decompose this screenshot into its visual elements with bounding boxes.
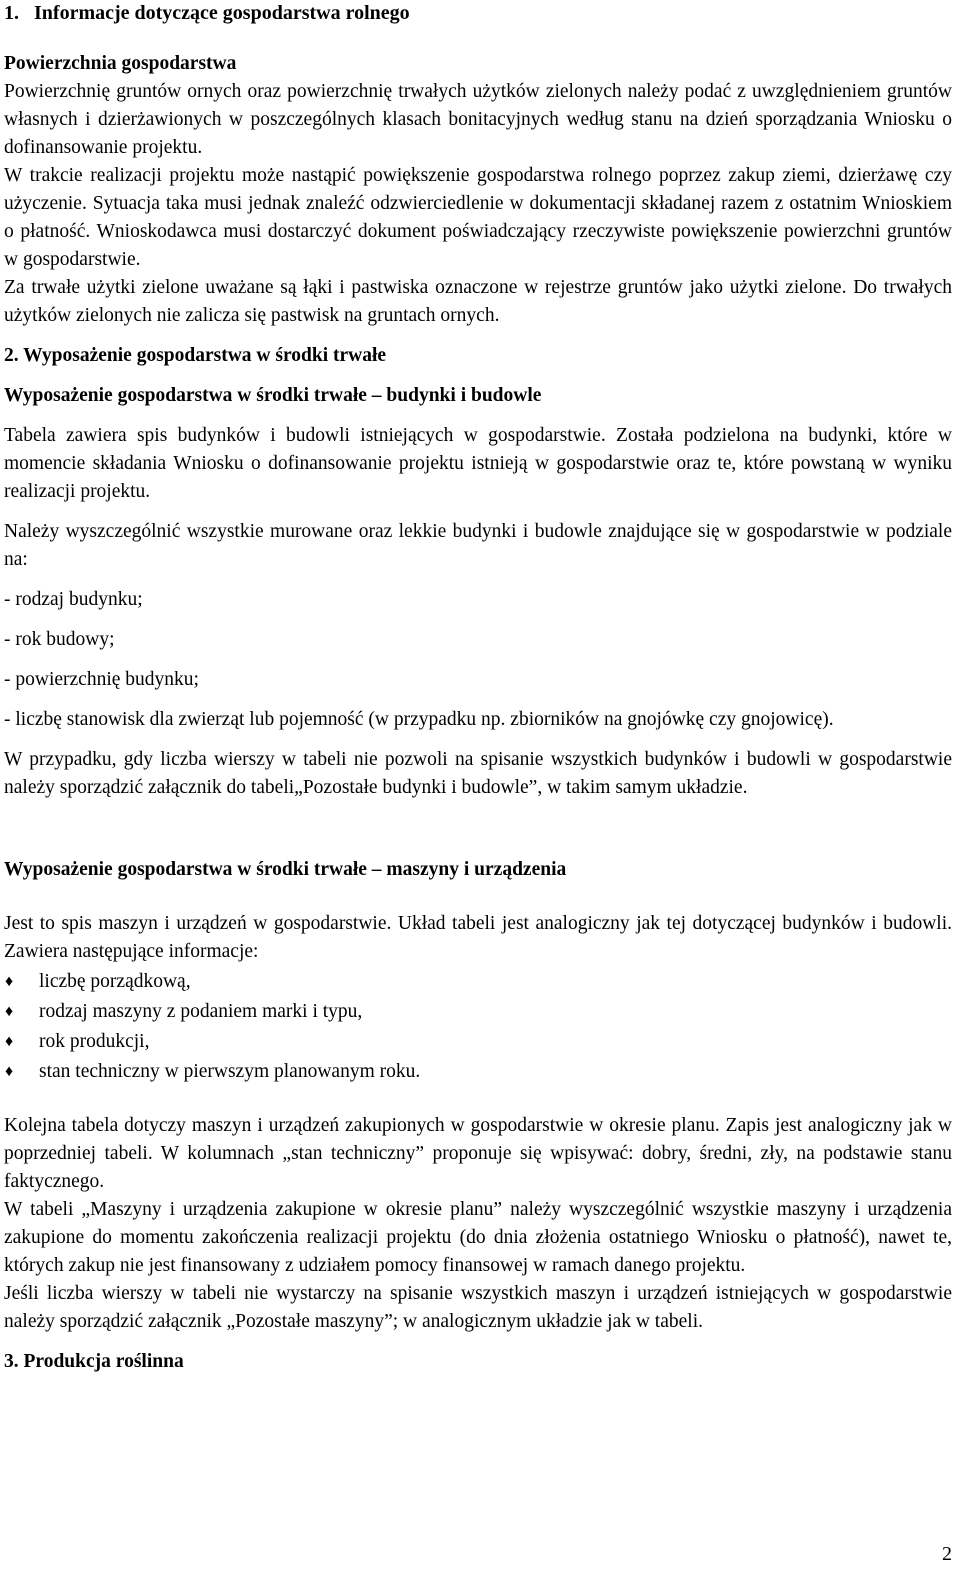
farm-area-subtitle: Powierzchnia gospodarstwa — [4, 53, 237, 74]
buildings-paragraph-1: Tabela zawiera spis budynków i budowli istniejących w gospodarstwie. Została podzielona na budynki, które w momencie składania Wniosku o dofinansowanie projektu istnieją w gospodarstwie oraz te, które powstaną w wyniku realizacji projektu. — [4, 425, 952, 502]
list-item: - powierzchnię budynku; — [4, 669, 199, 690]
farm-area-paragraph-2: W trakcie realizacji projektu może nastąpić powiększenie gospodarstwa rolnego poprzez zakup ziemi, dzierżawę czy użyczenie. Sytuacja taka musi jednak znaleźć odzwierciedlenie w dokumentacji składanej razem z ostatnim Wnioskiem o płatność. Wnioskodawca musi dostarczyć dokument poświadczający rzeczywiste powiększenie powierzchni gruntów w gospodarstwie. — [4, 165, 952, 270]
farm-area-paragraph-1: Powierzchnię gruntów ornych oraz powierzchnię trwałych użytków zielonych należy podać z uwzględnieniem gruntów własnych i dzierżawionych w poszczególnych klasach bonitacyjnych według stanu na dzień sporządzania Wniosku o dofinansowanie projektu. — [4, 81, 952, 158]
machines-paragraph-3: W tabeli „Maszyny i urządzenia zakupione w okresie planu” należy wyszczególnić wszystkie maszyny i urządzenia zakupione do momentu zakończenia realizacji projektu (do dnia złożenia ostatniego Wniosku o płatność), nawet te, których zakup nie jest finansowany z udziałem pomocy finansowej w ramach danego projektu. — [4, 1199, 952, 1276]
buildings-attribute-list — [4, 586, 952, 734]
section-2-heading: 2. Wyposażenie gospodarstwa w środki trwałe — [4, 345, 387, 366]
page-number: 2 — [942, 1543, 952, 1565]
machines-subtitle: Wyposażenie gospodarstwa w środki trwałe – maszyny i urządzenia — [4, 859, 567, 880]
list-item: - rodzaj budynku; — [4, 589, 143, 610]
diamond-bullet-icon: ♦ — [5, 1003, 14, 1020]
list-item: - liczbę stanowisk dla zwierząt lub pojemność (w przypadku np. zbiorników na gnojówkę czy gnojowicę). — [4, 709, 834, 730]
machines-paragraph-2: Kolejna tabela dotyczy maszyn i urządzeń zakupionych w gospodarstwie w okresie planu. Zapis jest analogiczny jak w poprzedniej tabeli. W kolumnach „stan techniczny” proponuje się wpisywać: dobry, średni, zły, na podstawie stanu faktycznego. — [4, 1115, 952, 1192]
document-page — [4, 0, 952, 1376]
machines-paragraph-4: Jeśli liczba wierszy w tabeli nie wystarczy na spisanie wszystkich maszyn i urządzeń istniejących w gospodarstwie należy sporządzić załącznik „Pozostałe maszyny”; w analogicznym układzie jak w tabeli. — [4, 1283, 952, 1332]
machines-info-list — [4, 968, 952, 1086]
section-1-heading — [4, 0, 952, 26]
diamond-bullet-icon: ♦ — [5, 1063, 14, 1080]
diamond-bullet-icon: ♦ — [5, 973, 14, 990]
buildings-paragraph-2: Należy wyszczególnić wszystkie murowane oraz lekkie budynki i budowle znajdujące się w gospodarstwie w podziale na: — [4, 521, 952, 570]
farm-area-paragraph-3: Za trwałe użytki zielone uważane są łąki i pastwiska oznaczone w rejestrze gruntów jako użytki zielone. Do trwałych użytków zielonych nie zalicza się pastwisk na gruntach ornych. — [4, 277, 952, 326]
buildings-paragraph-3: W przypadku, gdy liczba wierszy w tabeli nie pozwoli na spisanie wszystkich budynków i budowli w gospodarstwie należy sporządzić załącznik do tabeli„Pozostałe budynki i budowle”, w takim samym układzie. — [4, 749, 952, 798]
list-item: - rok budowy; — [4, 629, 115, 650]
machines-paragraph-1: Jest to spis maszyn i urządzeń w gospodarstwie. Układ tabeli jest analogiczny jak tej dotyczącej budynków i budowli. Zawiera następujące informacje: — [4, 913, 952, 962]
list-item: ♦ rodzaj maszyny z podaniem marki i typu, — [4, 998, 952, 1026]
list-item: ♦ liczbę porządkową, — [4, 968, 952, 996]
list-item: ♦ rok produkcji, — [4, 1028, 952, 1056]
diamond-bullet-icon: ♦ — [5, 1033, 14, 1050]
section-1-number: 1. — [4, 2, 19, 24]
list-item: ♦ stan techniczny w pierwszym planowanym roku. — [4, 1058, 952, 1086]
buildings-subtitle: Wyposażenie gospodarstwa w środki trwałe – budynki i budowle — [4, 385, 542, 406]
section-1-title: Informacje dotyczące gospodarstwa rolnego — [34, 2, 410, 24]
section-3-heading: 3. Produkcja roślinna — [4, 1351, 184, 1372]
